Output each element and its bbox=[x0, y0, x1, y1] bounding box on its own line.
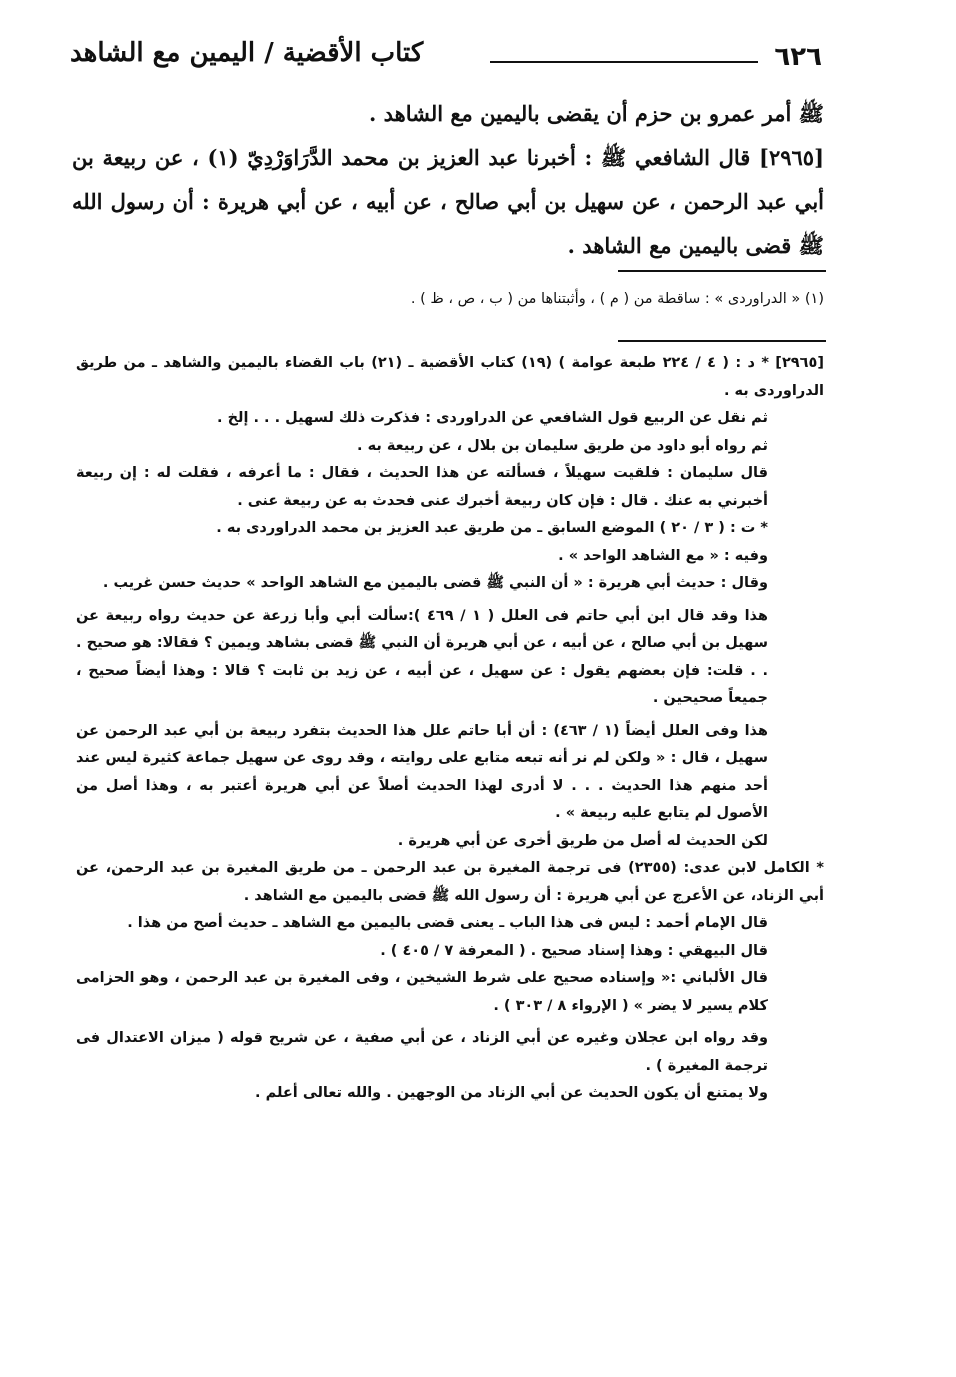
note-line: * الكامل لابن عدى: (٢٣٥٥) فى ترجمة المغيرة بن عبد الرحمن ـ من طريق المغيرة بن عبد الرحمن، عن أبي الزناد، عن الأعرج عن أبي هريرة : أن رسول الله ﷺ قضى باليمين مع الشاهد . bbox=[76, 860, 824, 904]
footnote-separator bbox=[618, 270, 826, 272]
note-line: ولا يمتنع أن يكون الحديث عن أبي الزناد من الوجهين . والله تعالى أعلم . bbox=[255, 1085, 768, 1101]
takhrij-notes bbox=[76, 350, 824, 1108]
main-paragraph-1: ﷺ أمر عمرو بن حزم أن يقضى باليمين مع الشاهد . bbox=[368, 101, 824, 126]
note-line: هذا وفى العلل أيضاً (١ / ٤٦٣) : أن أبا حاتم علل هذا الحديث بتفرد ربيعة بن أبي عبد الرحمن عن سهيل ، قال : « ولكن لم نر أنه تبعه متابع على روايته ، وقد روى عن سهيل جماعة كثيرة ليس عند أحد منهم هذا الحديث . . . لا أدرى لهذا الحديث أصلاً عن أبي هريرة أعتبر به ، وهذا أصل من الأصول لم يتابع عليه ربيعة » . bbox=[76, 722, 768, 821]
note-line: ثم نقل عن الربيع قول الشافعي عن الدراوردى : فذكرت ذلك لسهيل . . . إلخ . bbox=[217, 410, 768, 426]
hadith-number: [٢٩٦٥] bbox=[759, 145, 824, 170]
note-line: قال الإمام أحمد : ليس فى هذا الباب ـ يعنى قضى باليمين مع الشاهد ـ حديث أصح من هذا . bbox=[127, 915, 768, 931]
note-line: قال الألباني :« وإسناده صحيح على شرط الشيخين ، وفى المغيرة بن عبد الرحمن ، وهو الحزامى كلام يسير لا يضر » ( الإرواء ٨ / ٣٠٣ ) . bbox=[76, 970, 768, 1014]
note-line: * ت : ( ٣ / ٢٠ ) الموضع السابق ـ من طريق عبد العزيز بن محمد الدراوردى به . bbox=[216, 520, 768, 536]
note-line: هذا وقد قال ابن أبي حاتم فى العلل ( ١ / ٤٦٩ ):سألت أبي وأبا زرعة عن حديث رواه ربيعة عن سهيل بن أبي صالح ، عن أبيه ، عن أبي هريرة أن النبي ﷺ قضى بشاهد ويمين ؟ فقالا: هو صحيح . . . قلت: فإن بعضهم يقول : عن سهيل ، عن أبيه ، عن زيد بن ثابت ؟ قالا : وهذا أيضاً صحيح ، جميعاً صحيحين . bbox=[76, 607, 768, 706]
main-paragraph-2 bbox=[72, 136, 824, 268]
note-line: وفيه : « مع الشاهد الواحد » . bbox=[558, 547, 768, 564]
footnote: (١) « الدراوردى » : ساقطة من ( م ) ، وأثبتناها من ( ب ، ص ، ظ ) . bbox=[410, 291, 824, 307]
note-line: [٢٩٦٥] * د : ( ٤ / ٢٢٤ طبعة عوامة ) (١٩) كتاب الأقضية ـ (٢١) باب القضاء باليمين والشاهد ـ من طريق الدراوردى به . bbox=[76, 355, 824, 399]
note-line: وقال : حديث أبي هريرة : « أن النبي ﷺ قضى باليمين مع الشاهد الواحد » حديث حسن غريب . bbox=[102, 575, 768, 591]
page-number: ٦٢٦ bbox=[774, 42, 822, 72]
notes-separator bbox=[618, 340, 826, 342]
note-line: قال سليمان : فلقيت سهيلاً ، فسألته عن هذا الحديث ، فقال : ما أعرفه ، فقلت له : إن ربيعة أخبرني به عنك . قال : فإن كان ربيعة أخبرك عنى فحدث به عن ربيعة عنى . bbox=[76, 465, 768, 509]
note-line: قال البيهقي : وهذا إسناد صحيح . ( المعرفة ٧ / ٤٠٥ ) . bbox=[380, 942, 768, 959]
note-line: ثم رواه أبو داود من طريق سليمان بن بلال ، عن ربيعة به . bbox=[357, 437, 768, 454]
note-line: وقد رواه ابن عجلان وغيره عن أبي الزناد ، عن أبي صفية ، عن شريح قوله ( ميزان الاعتدال فى ترجمة المغيرة ) . bbox=[76, 1030, 768, 1074]
main-text bbox=[72, 92, 824, 268]
header-rule bbox=[490, 61, 758, 63]
page-header bbox=[70, 38, 822, 80]
running-title: كتاب الأقضية / اليمين مع الشاهد bbox=[70, 38, 424, 68]
hadith-text: قال الشافعي ﷺ : أخبرنا عبد العزيز بن محمد الدَّرَاوَرْدِيّ (١) ، عن ربيعة بن أبي عبد الرحمن ، عن سهيل بن أبي صالح ، عن أبيه ، عن أبي هريرة : أن رسول الله ﷺ قضى باليمين مع الشاهد . bbox=[72, 145, 824, 258]
note-line: لكن الحديث له أصل من طريق أخرى عن أبي هريرة . bbox=[397, 832, 768, 849]
